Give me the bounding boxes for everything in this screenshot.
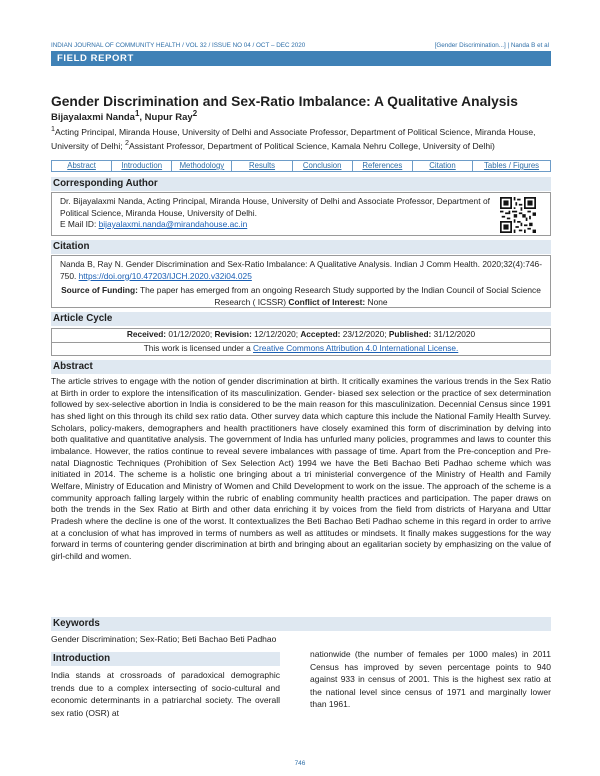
funding-text: The paper has emerged from an ongoing Research Study supported by the Indian Council of Social Science Research ( ICSSR) [137,285,541,307]
section-nav [51,160,551,172]
corresponding-author-heading: Corresponding Author [51,177,551,191]
revision-date: 12/12/2020; [251,329,301,339]
affiliations [51,124,551,153]
running-title: [Gender Discrimination...] | Nanda B et al [434,42,549,49]
funding-label: Source of Funding: [61,285,138,295]
author-1-sup: 1 [134,109,140,118]
nav-introduction[interactable]: Introduction [112,161,172,171]
nav-results[interactable]: Results [232,161,292,171]
affil-sup-2: 2 [125,139,130,148]
author-2: Nupur Ray [144,112,193,124]
author-2-sup: 2 [192,109,198,118]
journal-header [51,42,549,49]
journal-name: INDIAN JOURNAL OF COMMUNITY HEALTH / VOL 32 / ISSUE NO 04 / OCT – DEC 2020 [51,42,306,49]
field-report-bar: FIELD REPORT [51,51,551,66]
nav-methodology[interactable]: Methodology [172,161,232,171]
article-title: Gender Discrimination and Sex-Ratio Imbalance: A Qualitative Analysis [51,94,518,109]
affil-2: Assistant Professor, Department of Political Science, Kamala Nehru College, University of Delhi) [129,141,495,152]
doi-link[interactable]: https://doi.org/10.47203/IJCH.2020.v32i04.025 [78,270,252,281]
page-number: 746 [294,760,306,767]
nav-references[interactable]: References [353,161,413,171]
nav-abstract[interactable]: Abstract [52,161,112,171]
article-cycle-dates [51,328,551,342]
author-separator: , [139,112,145,124]
published-date: 31/12/2020 [431,329,476,339]
author-1: Bijayalaxmi Nanda [51,112,135,124]
abstract-heading: Abstract [51,360,551,374]
coi-text: None [365,296,388,307]
corresponding-author-text [52,193,498,234]
keywords-heading: Keywords [51,617,551,631]
authors [51,109,197,123]
qr-code-icon [500,197,536,233]
license-text: This work is licensed under a [143,343,254,353]
accepted-label: Accepted: [300,329,341,339]
citation-text [52,256,550,285]
accepted-date: 23/12/2020; [340,329,389,339]
nav-conclusion[interactable]: Conclusion [293,161,353,171]
abstract-text: The article strives to engage with the notion of gender discrimination at birth. It critically examines the various trends in the Sex Ratio at Birth in order to explore the intensification of its masculinization. Gender- biased sex selection or the practice of sex determination followed by sex-selective abortion in India is considered to be the main reason for this masculinization. Decennial Census since 1991 has shed light on this through its child sex ratio data. Other survey data which capture this include the National Family Health Survey. Scholars, policy-makers, demographers and health practitioners have closely examined this form of discrimination by delving into both qualitative and quantitative analysis. The government of India has unfurled many policies, programmes and laws to counter this imbalance. However, the ratios continue to reveal severe imbalances with passage of time. Apart from the Pre-conception and Pre-natal Diagnostic Techniques (Prohibition of Sex Selection Act) 1994 we have the Beti Bachao Beti Padhao scheme which was initiated in 2014. The scheme is a holistic one bringing about a tri ministerial convergence of the Ministry of Health and Family Welfare, Ministry of Education and Ministry of Women and Child Development to work on the issue. The approach of the scheme is a community approach falling largely within the rubric of enabling community health practices and participation. The paper draws on both the trends in the Sex Ratio at Birth and other data enriching it by voices from the field from districts of Haryana and Uttar Pradesh where the decline is one of the worst. It contextualizes the Beti Bachao Beti Padhao scheme in this regard in order to arrive at a conclusion of what has improved in terms of numbers as well as attitudes or mindsets. It finally makes suggestions for the way forward in terms of countering gender discrimination at birth and bringing about an egalitarian society by emphasizing on the value of girl-child and women. [51,376,551,561]
license-link[interactable]: Creative Commons Attribution 4.0 International License. [253,343,459,353]
email-label: E Mail ID: [60,219,99,229]
revision-label: Revision: [214,329,252,339]
received-label: Received: [126,329,167,339]
article-cycle-heading: Article Cycle [51,312,551,326]
published-label: Published: [388,329,432,339]
keywords-text: Gender Discrimination; Sex-Ratio; Beti Bachao Beti Padhao [51,634,277,644]
coi-label: Conflict of Interest: [288,296,366,307]
nav-tables-figures[interactable]: Tables / Figures [484,161,540,170]
nav-citation[interactable]: Citation [413,161,473,171]
email-link[interactable]: bijayalaxmi.nanda@mirandahouse.ac.in [98,219,248,229]
introduction-heading: Introduction [51,652,280,666]
corresponding-author-details: Dr. Bijayalaxmi Nanda, Acting Principal, Miranda House, University of Delhi and Associate Professor, Department of Political Science, Miranda House, University of Delhi. [60,196,490,218]
dates-line [52,329,550,341]
citation-reference: Nanda B, Ray N. Gender Discrimination and Sex-Ratio Imbalance: A Qualitative Analysis. Indian J Comm Health. 2020;32(4):746-750. [60,259,542,281]
affil-1: Acting Principal, Miranda House, University of Delhi and Associate Professor, Department of Political Science, Miranda House, University of Delhi; [51,126,536,152]
license-line [52,343,550,355]
citation-heading: Citation [51,240,551,254]
citation-box [51,255,551,308]
affil-sup-1: 1 [51,125,55,133]
license-box [51,342,551,356]
funding-statement [52,285,550,311]
received-date: 01/12/2020; [166,329,215,339]
intro-right-column: nationwide (the number of females per 1000 males) in 2011 Census has improved by seven percentage points to 940 against 933 in census of 2001. This is the highest sex ratio at the national level since census of 1971 and marginally lower than 1961. [310,649,551,710]
intro-left-column: India stands at crossroads of paradoxical demographic trends due to a complex intersecting of socio-cultural and economic determinants in a patriarchal society. The overall sex ratio (OSR) at [51,670,280,718]
corresponding-author-box [51,192,551,236]
